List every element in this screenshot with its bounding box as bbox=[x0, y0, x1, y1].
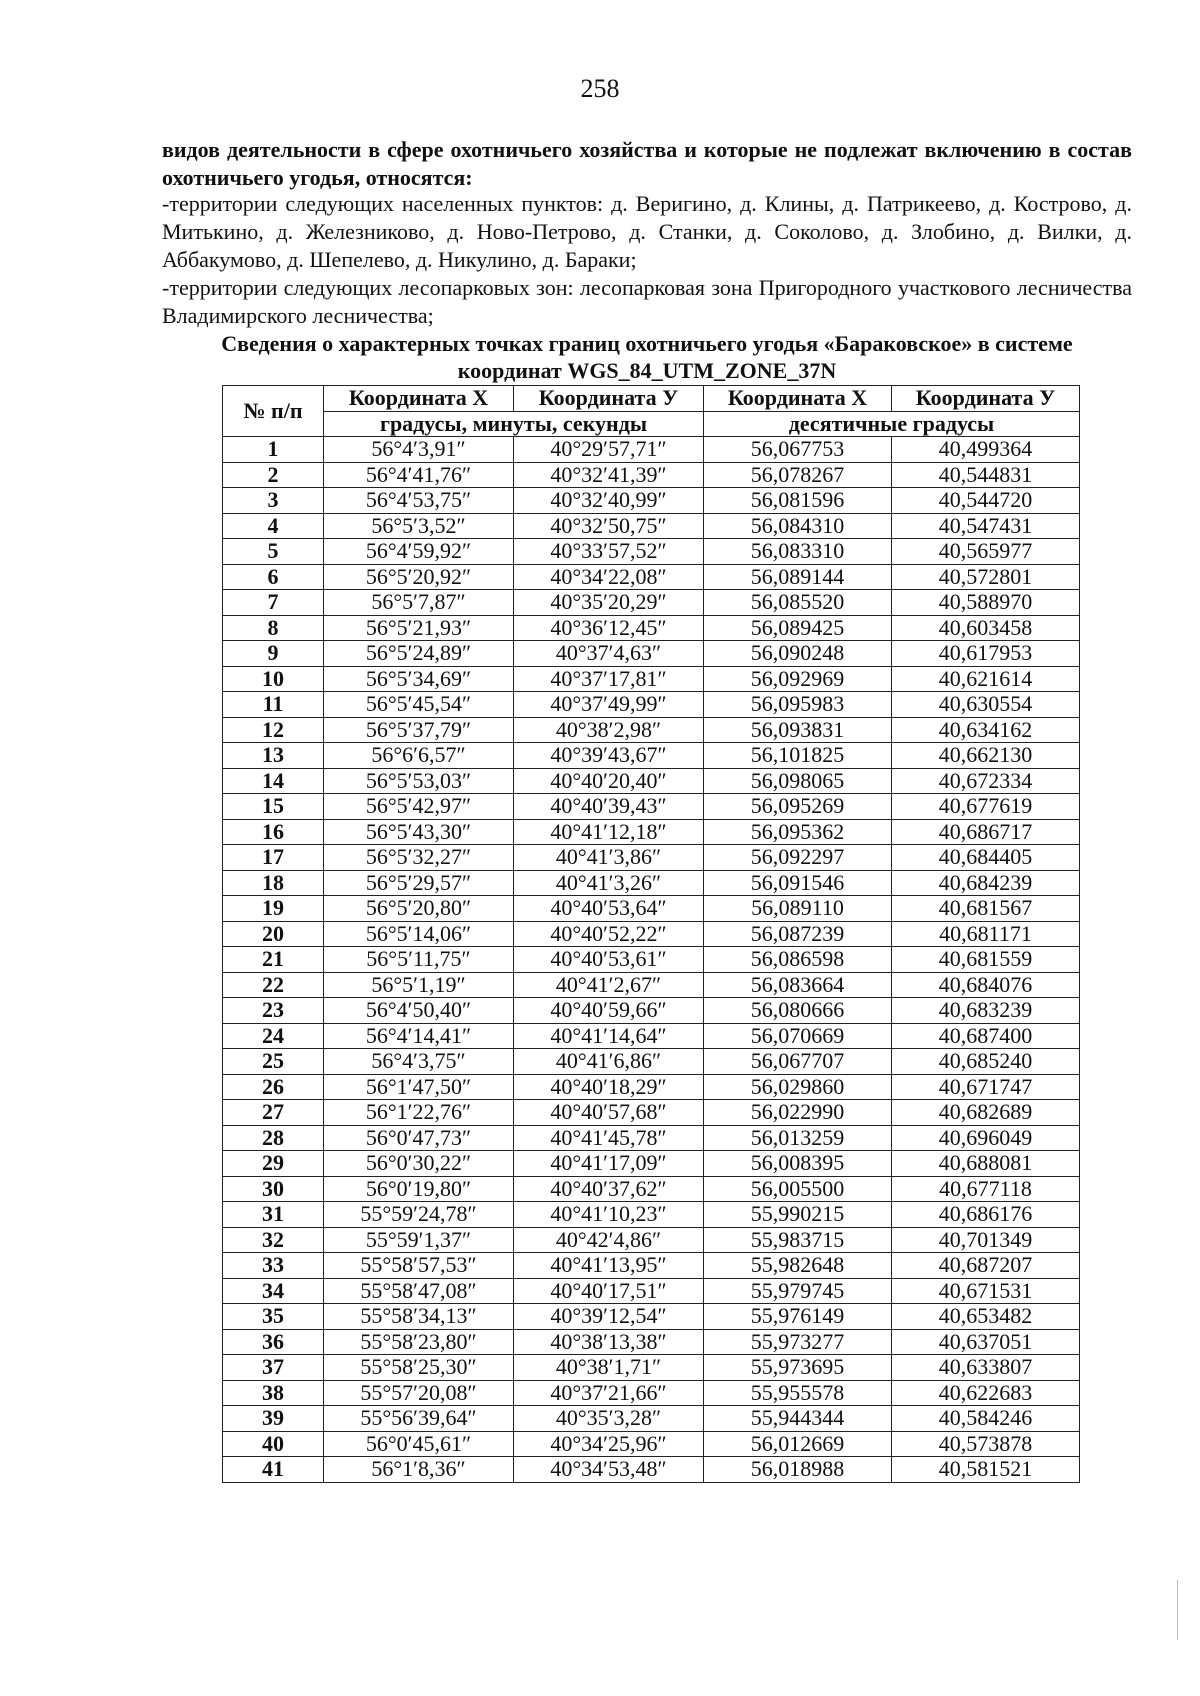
cell-number: 2 bbox=[223, 462, 324, 488]
cell-y-dms: 40°33′57,52″ bbox=[514, 539, 704, 565]
cell-y-dms: 40°34′22,08″ bbox=[514, 564, 704, 590]
cell-x-decimal: 56,089110 bbox=[704, 896, 892, 922]
cell-number: 11 bbox=[223, 692, 324, 718]
cell-y-decimal: 40,677118 bbox=[892, 1176, 1080, 1202]
cell-number: 6 bbox=[223, 564, 324, 590]
cell-number: 10 bbox=[223, 666, 324, 692]
cell-y-decimal: 40,544720 bbox=[892, 488, 1080, 514]
cell-y-decimal: 40,672334 bbox=[892, 768, 1080, 794]
table-row bbox=[223, 641, 1080, 667]
cell-y-decimal: 40,684076 bbox=[892, 972, 1080, 998]
cell-x-dms: 56°5′11,75″ bbox=[324, 947, 514, 973]
cell-y-dms: 40°40′57,68″ bbox=[514, 1100, 704, 1126]
table-row bbox=[223, 1304, 1080, 1330]
table-row bbox=[223, 794, 1080, 820]
table-row bbox=[223, 1406, 1080, 1432]
cell-y-decimal: 40,677619 bbox=[892, 794, 1080, 820]
cell-x-dms: 56°0′47,73″ bbox=[324, 1125, 514, 1151]
cell-y-dms: 40°37′17,81″ bbox=[514, 666, 704, 692]
table-row bbox=[223, 1457, 1080, 1483]
cell-y-dms: 40°39′12,54″ bbox=[514, 1304, 704, 1330]
cell-number: 14 bbox=[223, 768, 324, 794]
cell-y-decimal: 40,630554 bbox=[892, 692, 1080, 718]
table-row bbox=[223, 768, 1080, 794]
cell-y-dms: 40°41′3,26″ bbox=[514, 870, 704, 896]
cell-y-decimal: 40,622683 bbox=[892, 1380, 1080, 1406]
cell-number: 3 bbox=[223, 488, 324, 514]
cell-y-dms: 40°41′6,86″ bbox=[514, 1049, 704, 1075]
cell-x-dms: 56°5′14,06″ bbox=[324, 921, 514, 947]
cell-number: 39 bbox=[223, 1406, 324, 1432]
cell-x-dms: 55°58′25,30″ bbox=[324, 1355, 514, 1381]
table-row bbox=[223, 1202, 1080, 1228]
cell-x-decimal: 55,979745 bbox=[704, 1278, 892, 1304]
header-x-dms: Координата X bbox=[324, 386, 514, 412]
cell-number: 13 bbox=[223, 743, 324, 769]
cell-number: 15 bbox=[223, 794, 324, 820]
cell-y-dms: 40°38′2,98″ bbox=[514, 717, 704, 743]
cell-y-dms: 40°35′20,29″ bbox=[514, 590, 704, 616]
cell-x-decimal: 55,976149 bbox=[704, 1304, 892, 1330]
cell-y-dms: 40°35′3,28″ bbox=[514, 1406, 704, 1432]
table-row bbox=[223, 1329, 1080, 1355]
header-y-decimal: Координата У bbox=[892, 386, 1080, 412]
table-row bbox=[223, 1125, 1080, 1151]
table-row bbox=[223, 539, 1080, 565]
cell-x-dms: 56°6′6,57″ bbox=[324, 743, 514, 769]
cell-x-decimal: 56,013259 bbox=[704, 1125, 892, 1151]
cell-number: 7 bbox=[223, 590, 324, 616]
table-row bbox=[223, 972, 1080, 998]
cell-x-decimal: 56,101825 bbox=[704, 743, 892, 769]
table-row bbox=[223, 947, 1080, 973]
cell-y-decimal: 40,621614 bbox=[892, 666, 1080, 692]
cell-y-dms: 40°29′57,71″ bbox=[514, 437, 704, 463]
cell-x-dms: 56°5′37,79″ bbox=[324, 717, 514, 743]
cell-x-dms: 56°4′3,91″ bbox=[324, 437, 514, 463]
cell-y-dms: 40°40′20,40″ bbox=[514, 768, 704, 794]
cell-y-decimal: 40,687400 bbox=[892, 1023, 1080, 1049]
table-row bbox=[223, 1227, 1080, 1253]
table-row bbox=[223, 819, 1080, 845]
cell-y-dms: 40°41′3,86″ bbox=[514, 845, 704, 871]
cell-x-decimal: 55,944344 bbox=[704, 1406, 892, 1432]
cell-number: 40 bbox=[223, 1431, 324, 1457]
subheader-decimal: десятичные градусы bbox=[704, 411, 1080, 437]
cell-number: 19 bbox=[223, 896, 324, 922]
cell-y-dms: 40°32′40,99″ bbox=[514, 488, 704, 514]
cell-y-dms: 40°39′43,67″ bbox=[514, 743, 704, 769]
cell-x-dms: 56°1′22,76″ bbox=[324, 1100, 514, 1126]
cell-number: 18 bbox=[223, 870, 324, 896]
cell-number: 25 bbox=[223, 1049, 324, 1075]
cell-x-decimal: 56,095983 bbox=[704, 692, 892, 718]
cell-y-decimal: 40,617953 bbox=[892, 641, 1080, 667]
forest-text: -территории следующих лесопарковых зон: лесопарковая зона Пригородного участкового лесничества Владимирского лесничества; bbox=[162, 275, 1132, 328]
cell-x-dms: 56°5′24,89″ bbox=[324, 641, 514, 667]
cell-y-dms: 40°34′53,48″ bbox=[514, 1457, 704, 1483]
cell-number: 16 bbox=[223, 819, 324, 845]
cell-x-dms: 56°5′45,54″ bbox=[324, 692, 514, 718]
table-row bbox=[223, 921, 1080, 947]
cell-x-dms: 55°58′34,13″ bbox=[324, 1304, 514, 1330]
intro-text: видов деятельности в сфере охотничьего хозяйства и которые не подлежат включению в состав охотничьего угодья, относятся: bbox=[162, 137, 1132, 190]
cell-x-decimal: 55,990215 bbox=[704, 1202, 892, 1228]
cell-y-decimal: 40,683239 bbox=[892, 998, 1080, 1024]
cell-x-decimal: 55,973277 bbox=[704, 1329, 892, 1355]
table-row bbox=[223, 590, 1080, 616]
cell-y-decimal: 40,684239 bbox=[892, 870, 1080, 896]
cell-y-decimal: 40,681567 bbox=[892, 896, 1080, 922]
cell-number: 5 bbox=[223, 539, 324, 565]
table-row bbox=[223, 998, 1080, 1024]
cell-y-decimal: 40,653482 bbox=[892, 1304, 1080, 1330]
settlements-paragraph bbox=[162, 190, 1132, 274]
header-number: № п/п bbox=[223, 386, 324, 437]
cell-x-decimal: 56,091546 bbox=[704, 870, 892, 896]
cell-y-dms: 40°37′21,66″ bbox=[514, 1380, 704, 1406]
cell-y-dms: 40°40′39,43″ bbox=[514, 794, 704, 820]
cell-x-decimal: 56,022990 bbox=[704, 1100, 892, 1126]
cell-y-decimal: 40,603458 bbox=[892, 615, 1080, 641]
cell-number: 8 bbox=[223, 615, 324, 641]
table-row bbox=[223, 1176, 1080, 1202]
cell-y-decimal: 40,688081 bbox=[892, 1151, 1080, 1177]
cell-x-dms: 56°4′14,41″ bbox=[324, 1023, 514, 1049]
table-row bbox=[223, 692, 1080, 718]
cell-x-decimal: 56,029860 bbox=[704, 1074, 892, 1100]
cell-x-dms: 56°5′20,80″ bbox=[324, 896, 514, 922]
cell-x-decimal: 56,080666 bbox=[704, 998, 892, 1024]
cell-number: 29 bbox=[223, 1151, 324, 1177]
cell-number: 37 bbox=[223, 1355, 324, 1381]
cell-x-decimal: 56,083310 bbox=[704, 539, 892, 565]
cell-number: 32 bbox=[223, 1227, 324, 1253]
cell-y-decimal: 40,685240 bbox=[892, 1049, 1080, 1075]
cell-x-dms: 56°4′3,75″ bbox=[324, 1049, 514, 1075]
cell-x-dms: 56°5′53,03″ bbox=[324, 768, 514, 794]
cell-number: 20 bbox=[223, 921, 324, 947]
cell-y-dms: 40°41′12,18″ bbox=[514, 819, 704, 845]
cell-y-dms: 40°32′41,39″ bbox=[514, 462, 704, 488]
cell-x-decimal: 55,973695 bbox=[704, 1355, 892, 1381]
cell-y-dms: 40°40′18,29″ bbox=[514, 1074, 704, 1100]
cell-x-decimal: 55,955578 bbox=[704, 1380, 892, 1406]
cell-x-dms: 56°5′32,27″ bbox=[324, 845, 514, 871]
cell-y-decimal: 40,565977 bbox=[892, 539, 1080, 565]
cell-x-dms: 56°4′50,40″ bbox=[324, 998, 514, 1024]
cell-x-decimal: 56,095362 bbox=[704, 819, 892, 845]
cell-x-decimal: 56,085520 bbox=[704, 590, 892, 616]
cell-x-dms: 56°4′41,76″ bbox=[324, 462, 514, 488]
cell-x-decimal: 55,983715 bbox=[704, 1227, 892, 1253]
cell-x-dms: 56°5′42,97″ bbox=[324, 794, 514, 820]
cell-x-dms: 55°56′39,64″ bbox=[324, 1406, 514, 1432]
table-row bbox=[223, 564, 1080, 590]
table-row bbox=[223, 1100, 1080, 1126]
cell-y-decimal: 40,686717 bbox=[892, 819, 1080, 845]
cell-y-decimal: 40,544831 bbox=[892, 462, 1080, 488]
cell-number: 24 bbox=[223, 1023, 324, 1049]
table-row bbox=[223, 1278, 1080, 1304]
cell-y-decimal: 40,701349 bbox=[892, 1227, 1080, 1253]
cell-number: 35 bbox=[223, 1304, 324, 1330]
table-title-line1: Сведения о характерных точках границ охотничьего угодья «Бараковское» в системе bbox=[221, 331, 1073, 356]
cell-y-decimal: 40,637051 bbox=[892, 1329, 1080, 1355]
cell-y-decimal: 40,684405 bbox=[892, 845, 1080, 871]
cell-y-dms: 40°42′4,86″ bbox=[514, 1227, 704, 1253]
cell-number: 27 bbox=[223, 1100, 324, 1126]
table-row bbox=[223, 743, 1080, 769]
cell-y-dms: 40°41′45,78″ bbox=[514, 1125, 704, 1151]
cell-y-dms: 40°40′17,51″ bbox=[514, 1278, 704, 1304]
cell-x-decimal: 56,095269 bbox=[704, 794, 892, 820]
cell-number: 31 bbox=[223, 1202, 324, 1228]
cell-x-dms: 56°1′47,50″ bbox=[324, 1074, 514, 1100]
cell-y-dms: 40°40′53,64″ bbox=[514, 896, 704, 922]
cell-y-decimal: 40,681171 bbox=[892, 921, 1080, 947]
cell-number: 38 bbox=[223, 1380, 324, 1406]
cell-y-dms: 40°40′53,61″ bbox=[514, 947, 704, 973]
cell-number: 23 bbox=[223, 998, 324, 1024]
cell-y-decimal: 40,671531 bbox=[892, 1278, 1080, 1304]
cell-x-dms: 56°5′3,52″ bbox=[324, 513, 514, 539]
cell-x-dms: 56°1′8,36″ bbox=[324, 1457, 514, 1483]
cell-x-dms: 56°0′19,80″ bbox=[324, 1176, 514, 1202]
cell-y-decimal: 40,681559 bbox=[892, 947, 1080, 973]
cell-y-dms: 40°41′17,09″ bbox=[514, 1151, 704, 1177]
table-body bbox=[223, 437, 1080, 1483]
cell-x-dms: 56°0′30,22″ bbox=[324, 1151, 514, 1177]
cell-x-decimal: 56,098065 bbox=[704, 768, 892, 794]
cell-x-dms: 56°5′7,87″ bbox=[324, 590, 514, 616]
cell-x-decimal: 56,012669 bbox=[704, 1431, 892, 1457]
cell-y-dms: 40°36′12,45″ bbox=[514, 615, 704, 641]
cell-number: 1 bbox=[223, 437, 324, 463]
cell-x-dms: 56°5′21,93″ bbox=[324, 615, 514, 641]
cell-y-dms: 40°40′37,62″ bbox=[514, 1176, 704, 1202]
cell-x-decimal: 56,070669 bbox=[704, 1023, 892, 1049]
table-row bbox=[223, 488, 1080, 514]
table-row bbox=[223, 615, 1080, 641]
table-row bbox=[223, 845, 1080, 871]
cell-y-decimal: 40,682689 bbox=[892, 1100, 1080, 1126]
table-row bbox=[223, 717, 1080, 743]
table-row bbox=[223, 1380, 1080, 1406]
cell-x-decimal: 56,090248 bbox=[704, 641, 892, 667]
table-row bbox=[223, 1074, 1080, 1100]
cell-x-dms: 56°5′29,57″ bbox=[324, 870, 514, 896]
cell-x-decimal: 56,084310 bbox=[704, 513, 892, 539]
table-row bbox=[223, 1253, 1080, 1279]
cell-x-decimal: 56,081596 bbox=[704, 488, 892, 514]
table-row bbox=[223, 1355, 1080, 1381]
table-row bbox=[223, 462, 1080, 488]
table-title-line2: координат WGS_84_UTM_ZONE_37N bbox=[457, 358, 837, 383]
cell-y-decimal: 40,687207 bbox=[892, 1253, 1080, 1279]
cell-x-decimal: 56,087239 bbox=[704, 921, 892, 947]
table-row bbox=[223, 437, 1080, 463]
table-row bbox=[223, 896, 1080, 922]
cell-number: 22 bbox=[223, 972, 324, 998]
cell-number: 28 bbox=[223, 1125, 324, 1151]
cell-y-dms: 40°40′59,66″ bbox=[514, 998, 704, 1024]
cell-y-dms: 40°32′50,75″ bbox=[514, 513, 704, 539]
cell-x-dms: 56°5′1,19″ bbox=[324, 972, 514, 998]
scan-artifact bbox=[1177, 1580, 1178, 1640]
cell-y-decimal: 40,573878 bbox=[892, 1431, 1080, 1457]
cell-y-decimal: 40,572801 bbox=[892, 564, 1080, 590]
cell-x-decimal: 56,018988 bbox=[704, 1457, 892, 1483]
table-row bbox=[223, 1023, 1080, 1049]
cell-x-dms: 56°5′43,30″ bbox=[324, 819, 514, 845]
table-row bbox=[223, 1049, 1080, 1075]
cell-number: 41 bbox=[223, 1457, 324, 1483]
cell-y-decimal: 40,499364 bbox=[892, 437, 1080, 463]
cell-x-decimal: 56,067707 bbox=[704, 1049, 892, 1075]
table-row bbox=[223, 1151, 1080, 1177]
cell-x-decimal: 56,005500 bbox=[704, 1176, 892, 1202]
cell-y-dms: 40°37′4,63″ bbox=[514, 641, 704, 667]
cell-y-decimal: 40,581521 bbox=[892, 1457, 1080, 1483]
table-row bbox=[223, 513, 1080, 539]
cell-y-dms: 40°37′49,99″ bbox=[514, 692, 704, 718]
table-row bbox=[223, 1431, 1080, 1457]
cell-x-decimal: 56,008395 bbox=[704, 1151, 892, 1177]
cell-y-decimal: 40,686176 bbox=[892, 1202, 1080, 1228]
cell-y-dms: 40°41′10,23″ bbox=[514, 1202, 704, 1228]
cell-y-decimal: 40,662130 bbox=[892, 743, 1080, 769]
table-row bbox=[223, 666, 1080, 692]
cell-y-decimal: 40,634162 bbox=[892, 717, 1080, 743]
cell-x-dms: 56°5′34,69″ bbox=[324, 666, 514, 692]
cell-y-decimal: 40,633807 bbox=[892, 1355, 1080, 1381]
table-title bbox=[162, 330, 1132, 384]
cell-x-decimal: 56,067753 bbox=[704, 437, 892, 463]
cell-x-dms: 55°59′1,37″ bbox=[324, 1227, 514, 1253]
cell-x-decimal: 56,089425 bbox=[704, 615, 892, 641]
cell-x-dms: 55°58′23,80″ bbox=[324, 1329, 514, 1355]
cell-y-dms: 40°41′2,67″ bbox=[514, 972, 704, 998]
coordinates-table bbox=[222, 385, 1080, 1483]
cell-x-dms: 55°58′57,53″ bbox=[324, 1253, 514, 1279]
cell-y-decimal: 40,696049 bbox=[892, 1125, 1080, 1151]
cell-number: 9 bbox=[223, 641, 324, 667]
cell-y-decimal: 40,584246 bbox=[892, 1406, 1080, 1432]
forest-paragraph bbox=[162, 274, 1132, 330]
intro-paragraph bbox=[162, 136, 1132, 192]
cell-x-dms: 55°58′47,08″ bbox=[324, 1278, 514, 1304]
cell-x-dms: 55°57′20,08″ bbox=[324, 1380, 514, 1406]
cell-y-dms: 40°38′1,71″ bbox=[514, 1355, 704, 1381]
page-number: 258 bbox=[580, 74, 620, 103]
cell-x-decimal: 56,092297 bbox=[704, 845, 892, 871]
cell-number: 12 bbox=[223, 717, 324, 743]
cell-x-dms: 56°5′20,92″ bbox=[324, 564, 514, 590]
cell-x-decimal: 56,078267 bbox=[704, 462, 892, 488]
cell-y-decimal: 40,671747 bbox=[892, 1074, 1080, 1100]
cell-y-decimal: 40,588970 bbox=[892, 590, 1080, 616]
cell-y-dms: 40°38′13,38″ bbox=[514, 1329, 704, 1355]
cell-number: 4 bbox=[223, 513, 324, 539]
cell-x-decimal: 56,093831 bbox=[704, 717, 892, 743]
cell-x-decimal: 56,086598 bbox=[704, 947, 892, 973]
cell-number: 26 bbox=[223, 1074, 324, 1100]
cell-x-dms: 56°4′53,75″ bbox=[324, 488, 514, 514]
cell-number: 34 bbox=[223, 1278, 324, 1304]
cell-x-dms: 56°4′59,92″ bbox=[324, 539, 514, 565]
cell-number: 21 bbox=[223, 947, 324, 973]
cell-y-decimal: 40,547431 bbox=[892, 513, 1080, 539]
cell-x-dms: 55°59′24,78″ bbox=[324, 1202, 514, 1228]
table-row bbox=[223, 870, 1080, 896]
header-y-dms: Координата У bbox=[514, 386, 704, 412]
cell-x-decimal: 56,092969 bbox=[704, 666, 892, 692]
cell-x-decimal: 55,982648 bbox=[704, 1253, 892, 1279]
cell-number: 17 bbox=[223, 845, 324, 871]
cell-x-dms: 56°0′45,61″ bbox=[324, 1431, 514, 1457]
cell-y-dms: 40°34′25,96″ bbox=[514, 1431, 704, 1457]
cell-y-dms: 40°41′13,95″ bbox=[514, 1253, 704, 1279]
cell-number: 30 bbox=[223, 1176, 324, 1202]
subheader-dms: градусы, минуты, секунды bbox=[324, 411, 704, 437]
cell-y-dms: 40°40′52,22″ bbox=[514, 921, 704, 947]
header-x-decimal: Координата X bbox=[704, 386, 892, 412]
cell-x-decimal: 56,083664 bbox=[704, 972, 892, 998]
cell-y-dms: 40°41′14,64″ bbox=[514, 1023, 704, 1049]
cell-number: 33 bbox=[223, 1253, 324, 1279]
cell-x-decimal: 56,089144 bbox=[704, 564, 892, 590]
cell-number: 36 bbox=[223, 1329, 324, 1355]
settlements-text: -территории следующих населенных пунктов: д. Веригино, д. Клины, д. Патрикеево, д. Кострово, д. Митькино, д. Железниково, д. Ново-Петрово, д. Станки, д. Соколово, д. Злобино, д. Вилки, д. Аббакумово, д. Шепелево, д. Никулино, д. Бараки; bbox=[162, 191, 1132, 272]
